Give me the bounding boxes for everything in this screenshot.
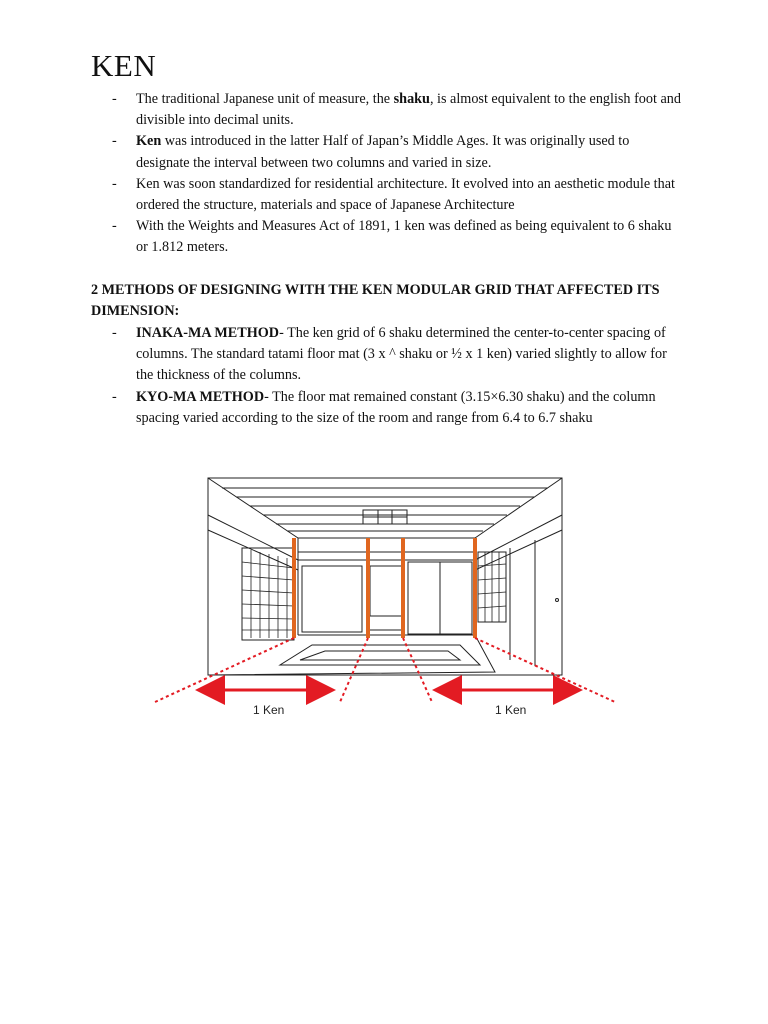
bullet-text-pre: Ken was soon standardized for residential architecture. It evolved into an aesthetic module that ordered the structure, materials and space of Japanese Architecture — [136, 175, 675, 214]
bullet-text-bold: INAKA-MA METHOD — [136, 325, 280, 341]
list-item — [112, 89, 682, 131]
bullet-text-post: - The ken grid of 6 shaku determined the center-to-center spacing of columns. The standard tatami floor mat (3 x ^ shaku or ½ x 1 ken) varied slightly to allow for the thickness of the columns. — [136, 325, 667, 384]
list-item — [112, 174, 682, 216]
room-perspective-drawing — [150, 470, 620, 725]
bullet-dash: - — [112, 91, 117, 107]
bullet-text-pre: The traditional Japanese unit of measure, the — [136, 91, 394, 107]
bullet-text-post: - The floor mat remained constant (3.15×6.30 shaku) and the column spacing varied according to the size of the room and range from 6.4 to 6.7 shaku — [136, 388, 656, 426]
bullet-dash: - — [112, 218, 117, 235]
ken-label-left: 1 Ken — [253, 703, 285, 717]
list-item — [112, 323, 682, 387]
list-item — [112, 131, 682, 173]
bullet-dash: - — [112, 175, 117, 192]
intro-bullet-list — [112, 89, 682, 259]
list-item — [112, 387, 682, 429]
page-title: KEN — [91, 48, 157, 83]
method-bullet-list — [112, 323, 682, 429]
bullet-text-bold: KYO-MA METHOD — [136, 388, 265, 405]
bullet-dash: - — [112, 325, 117, 341]
list-item — [112, 216, 682, 258]
bullet-text-post: , is almost equivalent to the english foot and divisible into decimal units. — [136, 91, 681, 129]
bullet-dash: - — [112, 388, 117, 405]
ken-room-illustration — [150, 470, 620, 725]
bullet-text-bold: shaku — [393, 91, 430, 107]
bullet-text-bold: Ken — [136, 133, 162, 150]
bullet-dash: - — [112, 133, 117, 150]
bullet-text-post: was introduced in the latter Half of Japan’s Middle Ages. It was originally used to designate the interval between two columns and varied in size. — [136, 133, 630, 171]
ken-label-right: 1 Ken — [495, 703, 527, 717]
methods-heading: 2 METHODS OF DESIGNING WITH THE KEN MODULAR GRID THAT AFFECTED ITS DIMENSION: — [91, 282, 660, 319]
bullet-text-pre: With the Weights and Measures Act of 1891, 1 ken was defined as being equivalent to 6 shaku or 1.812 meters. — [136, 218, 672, 256]
